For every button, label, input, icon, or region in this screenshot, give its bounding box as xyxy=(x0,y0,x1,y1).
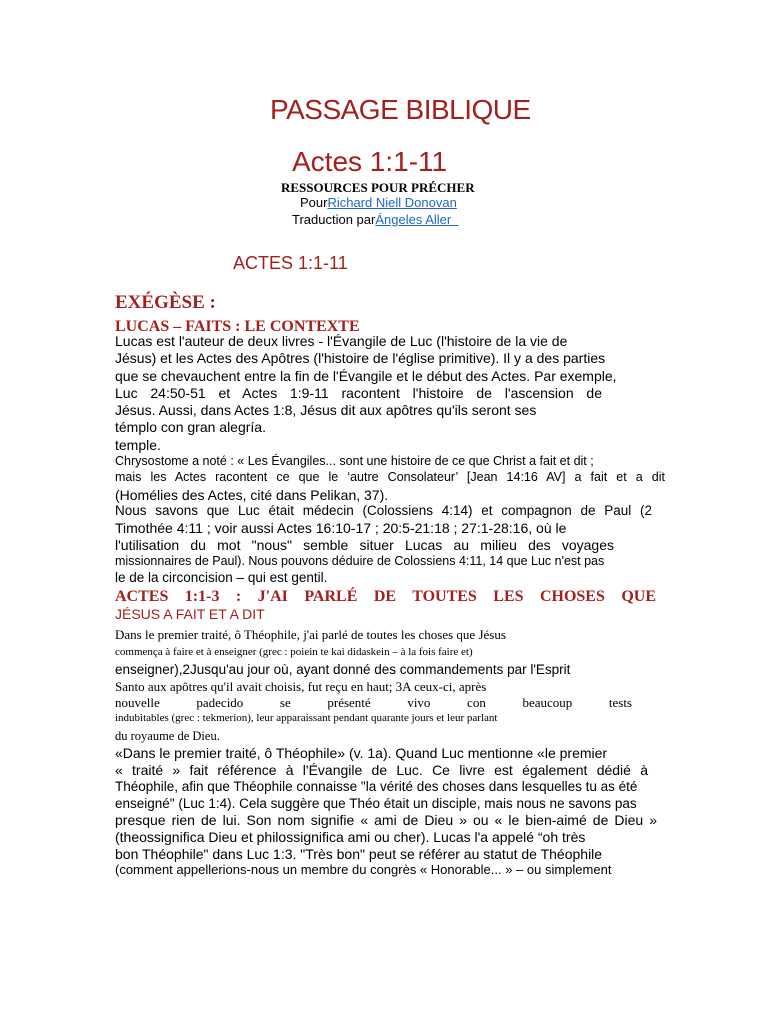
paragraph-line: Jésus. Aussi, dans Actes 1:8, Jésus dit aux apôtres qu'ils seront ses xyxy=(115,402,537,418)
paragraph-line: bon Théophile" dans Luc 1:3. "Très bon" peut se référer au statut de Théophile xyxy=(115,846,603,862)
paragraph-line: Timothée 4:11 ; voir aussi Actes 16:10-17 ; 20:5-21:18 ; 27:1-28:16, où le xyxy=(115,520,567,536)
page-title: PASSAGE BIBLIQUE xyxy=(270,94,531,125)
acts-heading: ACTES 1:1-3 : J'AI PARLÉ DE TOUTES LES CHOSES QUE xyxy=(115,588,656,605)
paragraph-line: que se chevauchent entre la fin de l'Évangile et le début des Actes. Par exemple, xyxy=(115,368,617,384)
paragraph-line: (Homélies des Actes, cité dans Pelikan, 37). xyxy=(115,487,389,503)
acts-subheading: JÉSUS A FAIT ET A DIT xyxy=(115,606,265,622)
paragraph-line: Jésus) et les Actes des Apôtres (l'histoire de l'église primitive). Il y a des parties xyxy=(115,350,606,366)
quote-line: du royaume de Dieu. xyxy=(115,729,220,743)
quote-line: commença à faire et à enseigner (grec : poiein te kai didaskein – à la fois faire et) xyxy=(115,646,473,658)
quote-line: Santo aux apôtres qu'il avait choisis, fut reçu en haut; 3A ceux-ci, après xyxy=(115,679,487,694)
paragraph-line: enseigné" (Luc 1:4). Cela suggère que Théo était un disciple, mais nous ne savons pas xyxy=(115,796,637,811)
translation-prefix: Traduction par xyxy=(292,212,376,227)
paragraph-line: témplo con gran alegría. xyxy=(115,419,266,435)
translator-link[interactable]: Ángeles Aller xyxy=(375,212,459,227)
paragraph-line: (comment appellerions-nous un membre du congrès « Honorable... » – ou simplement xyxy=(115,862,612,877)
paragraph-line: Nous savons que Luc était médecin (Colossiens 4:14) et compagnon de Paul (2 xyxy=(115,503,652,518)
paragraph-line: Lucas est l'auteur de deux livres - l'Évangile de Luc (l'histoire de la vie de xyxy=(115,333,568,349)
resources-label: RESSOURCES POUR PRÉCHER xyxy=(281,180,475,195)
section-reference: ACTES 1:1-11 xyxy=(233,253,348,273)
translation-line xyxy=(292,212,458,227)
quote-line: Dans le premier traité, ô Théophile, j'ai parlé de toutes les choses que Jésus xyxy=(115,627,506,642)
scripture-reference: Actes 1:1-11 xyxy=(292,146,448,177)
context-heading: LUCAS – FAITS : LE CONTEXTE xyxy=(115,318,360,335)
author-prefix: Pour xyxy=(300,195,328,210)
paragraph-line: l'utilisation du mot "nous" semble situer Lucas au milieu des voyages xyxy=(115,537,614,553)
paragraph-line: temple. xyxy=(115,437,161,453)
author-link[interactable]: Richard Niell Donovan xyxy=(327,195,457,210)
paragraph-line: missionnaires de Paul). Nous pouvons déduire de Colossiens 4:11, 14 que Luc n'est pas xyxy=(115,554,605,568)
paragraph-line: Chrysostome a noté : « Les Évangiles... sont une histoire de ce que Christ a fait et dit ; xyxy=(115,454,594,468)
paragraph-line: Théophile, afin que Théophile connaisse "la vérité des choses dans lesquelles tu as été xyxy=(115,779,638,794)
exegesis-heading: EXÉGÈSE : xyxy=(115,292,216,313)
quote-line: enseigner),2Jusqu'au jour où, ayant donné des commandements par l'Esprit xyxy=(115,662,571,677)
paragraph-line: (theossignifica Dieu et philossignifica ami ou cher). Lucas l'a appelé “oh très xyxy=(115,829,586,845)
quote-line: nouvelle padecido se présenté vivo con beaucoup tests xyxy=(115,695,632,710)
paragraph-line: « traité » fait référence à l'Évangile de Luc. Ce livre est également dédié à xyxy=(115,762,648,778)
author-line xyxy=(300,195,457,210)
paragraph-line: presque rien de lui. Son nom signifie « ami de Dieu » ou « le bien-aimé de Dieu » xyxy=(115,812,657,828)
paragraph-line: «Dans le premier traité, ô Théophile» (v. 1a). Quand Luc mentionne «le premier xyxy=(115,745,608,761)
paragraph-line: mais les Actes racontent ce que le ‘autre Consolateur’ [Jean 14:16 AV] a fait et a dit xyxy=(115,470,665,484)
quote-line: indubitables (grec : tekmerion), leur apparaissant pendant quarante jours et leur parlant xyxy=(115,712,498,724)
paragraph-line: Luc 24:50-51 et Actes 1:9-11 racontent l'histoire de l'ascension de xyxy=(115,385,602,401)
paragraph-line: le de la circoncision – qui est gentil. xyxy=(115,570,328,585)
